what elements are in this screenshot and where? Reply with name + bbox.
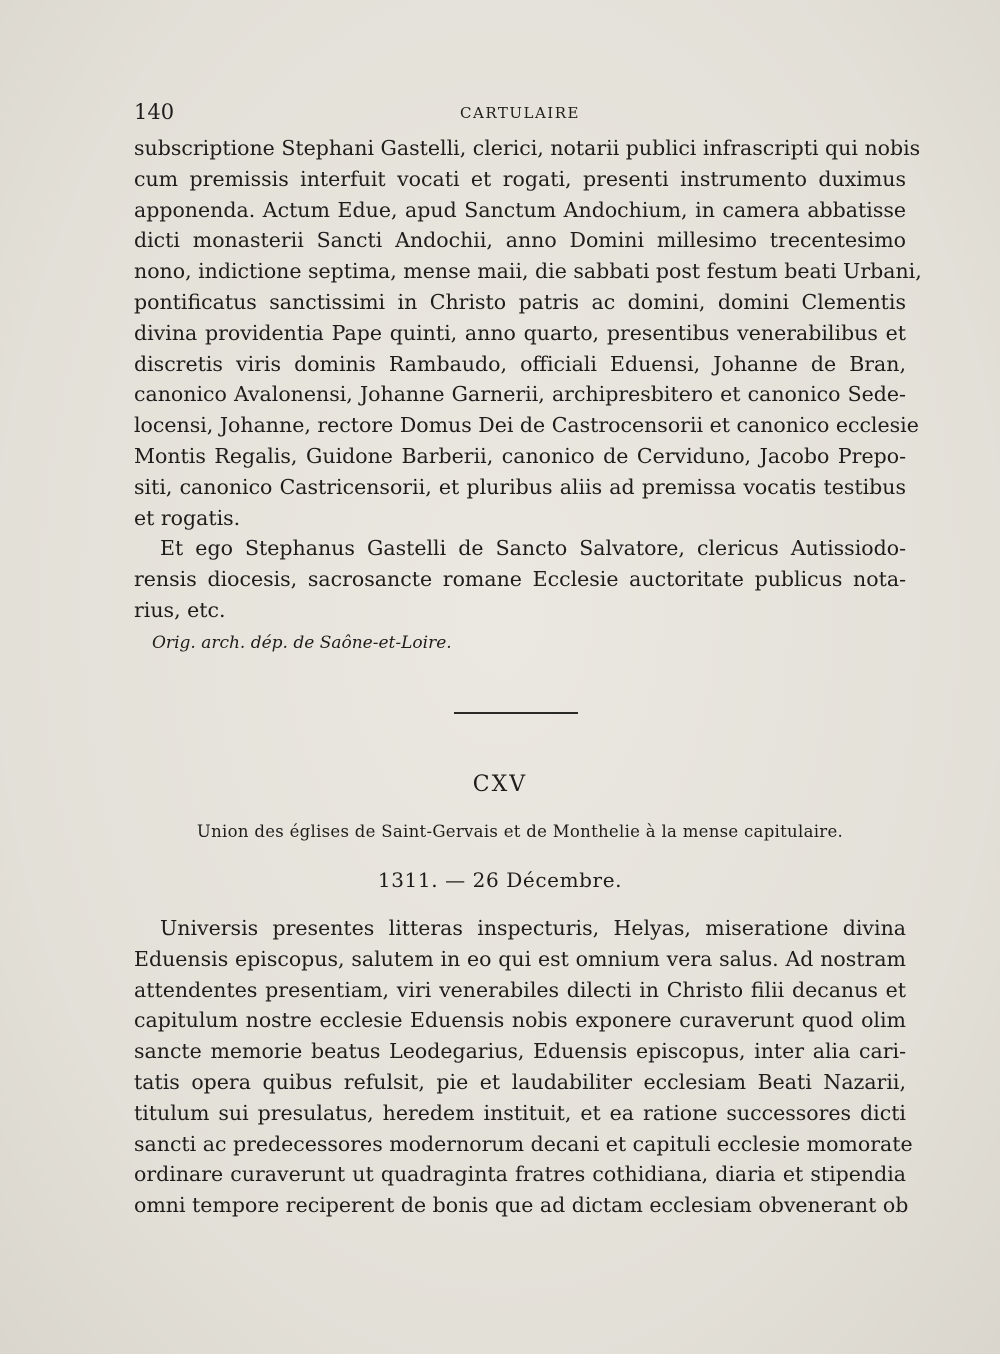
text-line: Eduensis episcopus, salutem in eo qui est omnium vera salus. Ad nostram: [134, 946, 906, 971]
text-line: canonico Avalonensi, Johanne Garnerii, archipresbitero et canonico Sede-: [134, 382, 906, 407]
document-title: Union des églises de Saint-Gervais et de Monthelie à la mense capitulaire.: [196, 822, 844, 841]
charter-closing-paragraph: [134, 133, 922, 533]
source-note: Orig. arch. dép. de Saône-et-Loire.: [152, 633, 452, 653]
text-line: Universis presentes litteras inspecturis, Helyas, miseratione divina: [160, 916, 906, 940]
text-line: apponenda. Actum Edue, apud Sanctum Andochium, in camera abbatisse: [134, 197, 906, 222]
notary-attestation-paragraph: [134, 533, 906, 625]
running-head: CARTULAIRE: [460, 104, 580, 122]
text-line: omni tempore reciperent de bonis que ad dictam ecclesiam obvenerant ob: [134, 1193, 909, 1218]
text-line: rensis diocesis, sacrosancte romane Ecclesie auctoritate publicus nota-: [134, 566, 906, 591]
text-line: Et ego Stephanus Gastelli de Sancto Salvatore, clericus Autissiodo-: [160, 536, 906, 560]
text-line: cum premissis interfuit vocati et rogati, presenti instrumento duximus: [134, 166, 906, 191]
text-line: ordinare curaverunt ut quadraginta fratres cothidiana, diaria et stipendia: [134, 1162, 906, 1187]
text-line: pontificatus sanctissimi in Christo patris ac domini, domini Clementis: [134, 289, 906, 314]
document-number: CXV: [472, 772, 528, 797]
page-header: [134, 100, 906, 130]
text-line: dicti monasterii Sancti Andochii, anno Domini millesimo trecentesimo: [134, 228, 906, 253]
text-line: tatis opera quibus refulsit, pie et laudabiliter ecclesiam Beati Nazarii,: [134, 1069, 906, 1094]
text-line: Montis Regalis, Guidone Barberii, canonico de Cerviduno, Jacobo Prepo-: [134, 443, 906, 468]
text-line: sancti ac predecessores modernorum decani et capituli ecclesie momorate: [134, 1131, 913, 1156]
text-line: divina providentia Pape quinti, anno quarto, presentibus venerabilibus et: [134, 320, 906, 345]
text-line: attendentes presentiam, viri venerabiles dilecti in Christo filii decanus et: [134, 977, 906, 1002]
document-date: 1311. — 26 Décembre.: [377, 868, 623, 892]
text-line: siti, canonico Castricensorii, et pluribus aliis ad premissa vocatis testibus: [134, 474, 906, 499]
text-line: nono, indictione septima, mense maii, die sabbati post festum beati Urbani,: [134, 259, 922, 284]
text-line: rius, etc.: [134, 597, 226, 622]
text-line: et rogatis.: [134, 505, 241, 530]
section-divider: [454, 712, 578, 714]
charter-body-paragraph: [134, 913, 913, 1221]
text-line: subscriptione Stephani Gastelli, clerici, notarii publici infrascripti qui nobis: [134, 136, 921, 160]
text-line: capitulum nostre ecclesie Eduensis nobis exponere curaverunt quod olim: [134, 1008, 906, 1033]
text-line: titulum sui presulatus, heredem instituit, et ea ratione successores dicti: [134, 1100, 906, 1125]
page-number: 140: [134, 100, 175, 124]
text-line: discretis viris dominis Rambaudo, officiali Eduensi, Johanne de Bran,: [134, 351, 906, 376]
text-line: sancte memorie beatus Leodegarius, Eduensis episcopus, inter alia cari-: [134, 1039, 906, 1064]
text-line: locensi, Johanne, rectore Domus Dei de Castrocensorii et canonico ecclesie: [134, 413, 919, 438]
